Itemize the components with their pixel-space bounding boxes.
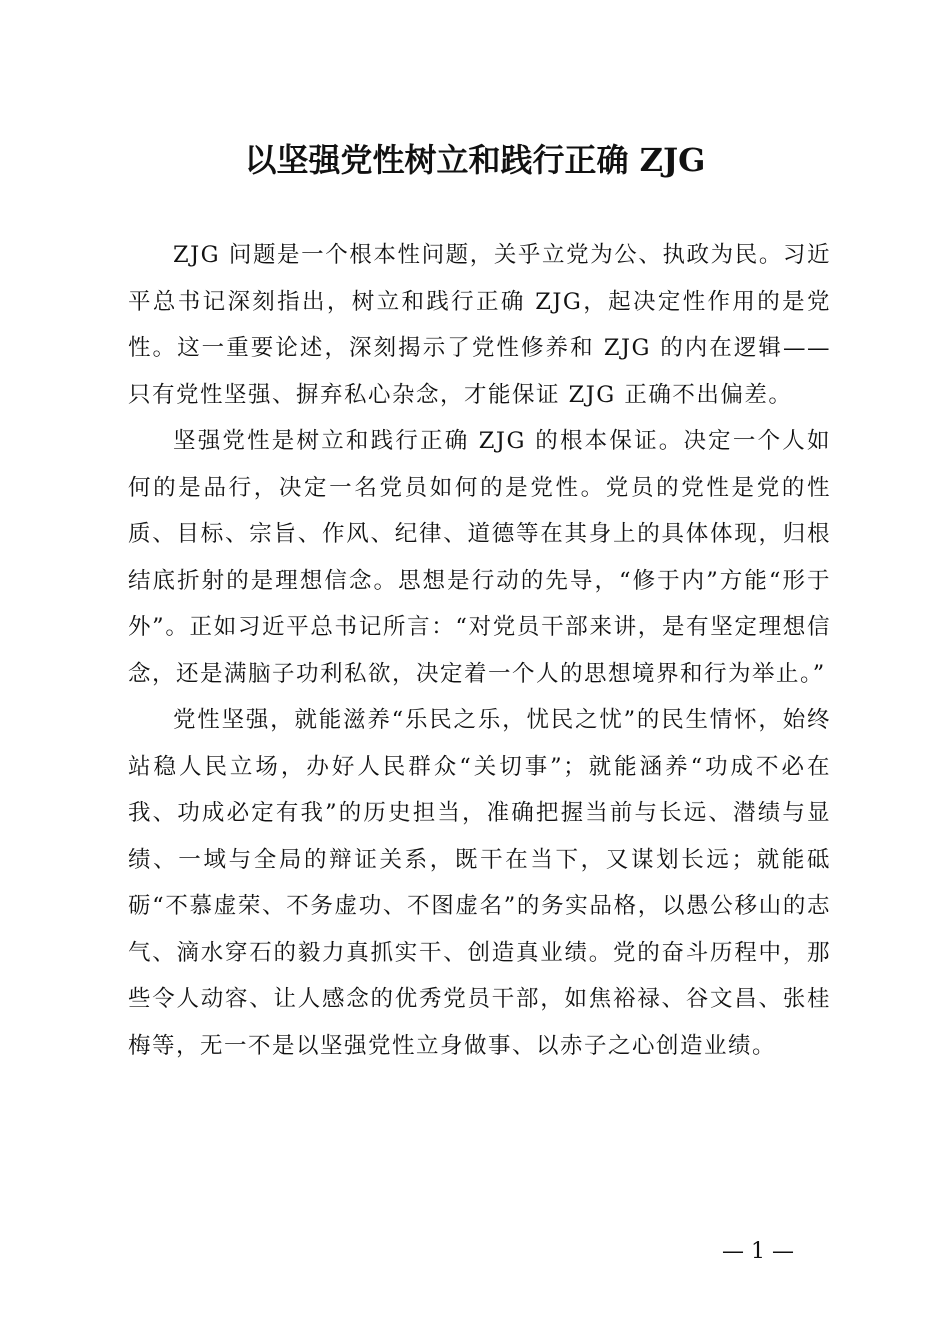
paragraph-3: 党性坚强，就能滋养“乐民之乐，忧民之忧”的民生情怀，始终站稳人民立场，办好人民群众“关切事”；就能涵养“功成不必在我、功成必定有我”的历史担当，准确把握当前与长远、潜绩与显绩、一域与全局的辩证关系，既干在当下，又谋划长远；就能砥砺“不慕虚荣、不务虚功、不图虚名”的务实品格，以愚公移山的志气、滴水穿石的毅力真抓实干、创造真业绩。党的奋斗历程中，那些令人动容、让人感念的优秀党员干部，如焦裕禄、谷文昌、张桂梅等，无一不是以坚强党性立身做事、以赤子之心创造业绩。 xyxy=(128,707,831,1059)
paragraph-1: ZJG 问题是一个根本性问题，关乎立党为公、执政为民。习近平总书记深刻指出，树立和践行正确 ZJG，起决定性作用的是党性。这一重要论述，深刻揭示了党性修养和 ZJG 的内在逻辑——只有党性坚强、摒弃私心杂念，才能保证 ZJG 正确不出偏差。 xyxy=(128,242,831,408)
document-title: 以坚强党性树立和践行正确 ZJG xyxy=(244,141,706,179)
page-number: — 1 — xyxy=(722,1239,794,1264)
document-body xyxy=(128,232,831,1069)
paragraph-2: 坚强党性是树立和践行正确 ZJG 的根本保证。决定一个人如何的是品行，决定一名党员如何的是党性。党员的党性是党的性质、目标、宗旨、作风、纪律、道德等在其身上的具体体现，归根结底折射的是理想信念。思想是行动的先导，“修于内”方能“形于外”。正如习近平总书记所言：“对党员干部来讲，是有坚定理想信念，还是满脑子功利私欲，决定着一个人的思想境界和行为举止。” xyxy=(128,428,831,687)
